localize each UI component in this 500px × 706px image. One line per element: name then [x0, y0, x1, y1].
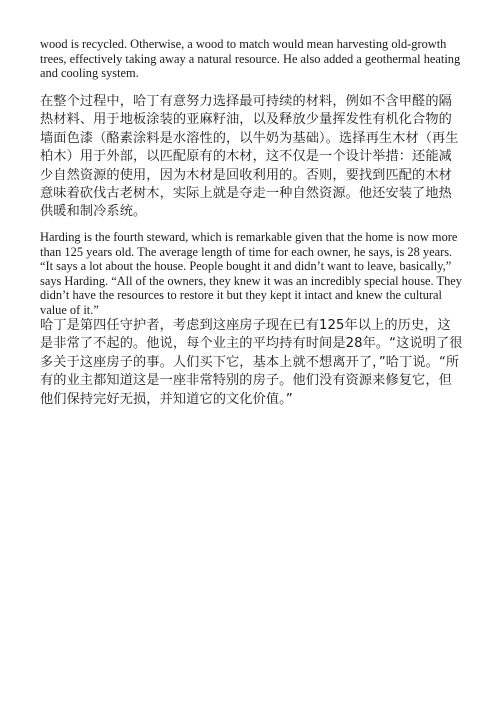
paragraph-english-1: wood is recycled. Otherwise, a wood to match would mean harvesting old-growth trees, effectively taking away a natural resource. He also added a geothermal heating and cooling system. — [40, 37, 461, 81]
paragraph-chinese-1: 在整个过程中，哈丁有意努力选择最可持续的材料，例如不含甲醛的隔热材料、用于地板涂装的亚麻籽油，以及释放少量挥发性有机化合物的墙面色漆（酪素涂料是水溶性的，以牛奶为基础）。选择再生木材（再生柏木）用于外部，以匹配原有的木材，这不仅是一个设计举措：还能减少自然资源的使用，因为木材是回收利用的。否则，要找到匹配的木材意味着砍伐古老树木，实际上就是夺走一种自然资源。他还安装了地热供暖和制冷系统。 — [40, 94, 459, 220]
paragraph-english-2: Harding is the fourth steward, which is remarkable given that the home is now more than 125 years old. The average length of time for each owner, he says, is 28 years. “It says a lot about the house. People bought it and didn’t want to leave, basically,” says Harding. “All of the owners, they knew it was an incredibly special house. They didn’t have the resources to restore it but they kept it intact and knew the cultural value of it.” — [40, 230, 462, 317]
paragraph-chinese-2: 哈丁是第四任守护者，考虑到这座房子现在已有125年以上的历史，这是非常了不起的。他说，每个业主的平均持有时间是28年。“这说明了很多关于这座房子的事。人们买下它，基本上就不想离开了，”哈丁说。“所有的业主都知道这是一座非常特别的房子。他们没有资源来修复它，但他们保持完好无损，并知道它的文化价值。” — [40, 318, 463, 407]
